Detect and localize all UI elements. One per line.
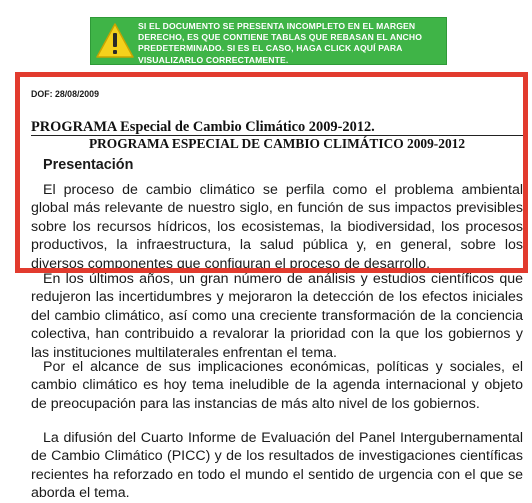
highlight-annotation-box — [15, 72, 528, 273]
paragraph-2: En los últimos años, un gran número de análisis y estudios científicos que redujeron las incertidumbres y mejoraron la detección de los efectos iniciales del cambio climático, así como una creciente transformación de la conciencia colectiva, han contribuido a revalorar la prioridad con la que los gobiernos y las instituciones multilaterales enfrentan el tema. — [31, 271, 523, 361]
dof-date: DOF: 28/08/2009 — [31, 89, 99, 99]
paragraph-1: El proceso de cambio climático se perfila como el problema ambiental global más relevante de nuestro siglo, en función de sus impactos previsibles sobre los recursos hídricos, los ecosistemas, la biodiversidad, los procesos productivos, la infraestructura, la salud pública y, en general, sobre los diversos componentes que configuran el proceso de desarrollo. — [31, 182, 523, 272]
incomplete-document-banner[interactable] — [90, 17, 447, 65]
paragraph-3: Por el alcance de sus implicaciones económicas, políticas y sociales, el cambio climático es hoy tema ineludible de la agenda internacional y objeto de preocupación para las instancias de más alto nivel de los gobiernos. — [31, 359, 523, 412]
program-title: PROGRAMA Especial de Cambio Climático 2009-2012. — [31, 119, 375, 135]
section-heading: Presentación — [43, 157, 134, 173]
program-heading: PROGRAMA ESPECIAL DE CAMBIO CLIMÁTICO 2009-2012 — [88, 136, 466, 151]
paragraph-4: La difusión del Cuarto Informe de Evaluación del Panel Intergubernamental de Cambio Climático (PICC) y de los resultados de investigaciones científicas recientes ha reforzado en todo el mundo el sentido de urgencia con el que se aborda el tema. — [31, 430, 523, 502]
warning-icon — [95, 22, 135, 60]
banner-message[interactable]: SI EL DOCUMENTO SE PRESENTA INCOMPLETO EN EL MARGEN DERECHO, ES QUE CONTIENE TABLAS QUE REBASAN EL ANCHO PREDETERMINADO. SI ES EL CASO, HAGA CLICK AQUÍ PARA VISUALIZARLO CORRECTAMENTE. — [138, 21, 423, 65]
